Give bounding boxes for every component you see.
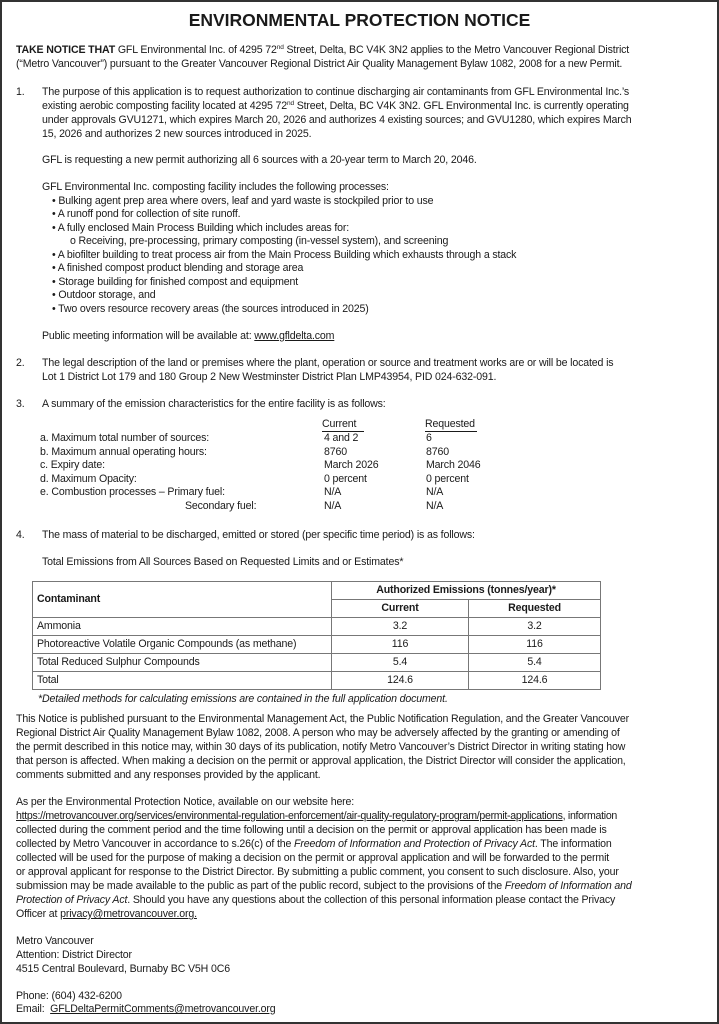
cell-requested: 116 <box>469 636 601 654</box>
process-item: • A biofilter building to treat process air from the Main Process Building which exhausts through a stack <box>52 249 517 261</box>
privacy-line-4: collected by Metro Vancouver in accordance to s.26(c) of the Freedom of Information and Protection of Privacy Act. The information <box>16 838 612 850</box>
col-header-contaminant: Contaminant <box>33 582 332 618</box>
summary-row-requested: N/A <box>426 500 444 512</box>
summary-row-current: 4 and 2 <box>324 432 359 444</box>
summary-row-requested: 6 <box>426 432 432 444</box>
section-1-number: 1. <box>16 86 25 98</box>
privacy-line-1: As per the Environmental Protection Notice, available on our website here: <box>16 796 355 808</box>
col-header-requested: Requested <box>469 600 601 618</box>
comments-email-link[interactable]: GFLDeltaPermitComments@metrovancouver.org <box>50 1003 276 1015</box>
section-3-intro: A summary of the emission characteristics for the entire facility is as follows: <box>42 398 386 410</box>
summary-row-current: N/A <box>324 486 342 498</box>
privacy-line-6: or approval applicant for response to the District Director. By submitting a public comment, you consent to such disclosure. Also, your <box>16 866 619 878</box>
section-3-number: 3. <box>16 398 25 410</box>
cell-current: 116 <box>332 636 469 654</box>
cell-current: 5.4 <box>332 654 469 672</box>
table-row <box>33 654 601 672</box>
cell-current: 3.2 <box>332 618 469 636</box>
cell-current: 124.6 <box>332 672 469 690</box>
process-item: • Bulking agent prep area where overs, leaf and yard waste is stockpiled prior to use <box>52 195 434 207</box>
cell-contaminant: Total <box>33 672 332 690</box>
publication-line: the permit described in this notice may, within 30 days of its publication, notify Metro Vancouver’s District Director in writing stating how <box>16 741 626 753</box>
section-4-number: 4. <box>16 529 25 541</box>
summary-row-label: Secondary fuel: <box>185 500 257 512</box>
process-item: • Storage building for finished compost and equipment <box>52 276 299 288</box>
col-header-authorized-emissions: Authorized Emissions (tonnes/year)* <box>332 582 601 600</box>
section-1-line-1: The purpose of this application is to request authorization to continue discharging air contaminants from GFL Environmental Inc.’s <box>42 86 630 98</box>
gfldelta-link[interactable]: www.gfldelta.com <box>254 330 335 342</box>
table-row <box>33 618 601 636</box>
summary-row-current: 0 percent <box>324 473 367 485</box>
summary-row-current: March 2026 <box>324 459 379 471</box>
privacy-email-link[interactable]: privacy@metrovancouver.org. <box>60 908 197 920</box>
summary-row-label: b. Maximum annual operating hours: <box>40 446 207 458</box>
section-4-intro: The mass of material to be discharged, emitted or stored (per specific time period) is as follows: <box>42 529 475 541</box>
privacy-line-5: collected will be used for the purpose of making a decision on the permit or approval application and will be forwarded to the permit <box>16 852 610 864</box>
section-2-line-2: Lot 1 District Lot 179 and 180 Group 2 New Westminster District Plan LMP43954, PID 024-632-091. <box>42 371 497 383</box>
intro-line-1: TAKE NOTICE THAT GFL Environmental Inc. of 4295 72nd Street, Delta, BC V4K 3N2 applies to the Metro Vancouver Regional District <box>16 44 630 56</box>
cell-contaminant: Ammonia <box>33 618 332 636</box>
section-1-line-2: existing aerobic composting facility located at 4295 72nd Street, Delta, BC V4K 3N2. GFL Environmental Inc. is currently operating <box>42 100 629 112</box>
privacy-line-9: Officer at privacy@metrovancouver.org. <box>16 908 197 920</box>
table-row <box>33 672 601 690</box>
summary-header-current: Current <box>322 418 364 431</box>
section-2-number: 2. <box>16 357 25 369</box>
intro-lead: TAKE NOTICE THAT <box>16 44 116 56</box>
section-1-line-4: 15, 2026 and authorizes 2 new sources introduced in 2025. <box>42 128 312 140</box>
section-1-request: GFL is requesting a new permit authorizing all 6 sources with a 20-year term to March 20, 2046. <box>42 154 477 166</box>
intro-line-2: (“Metro Vancouver”) pursuant to the Greater Vancouver Regional District Air Quality Management Bylaw 1082, 2008 for a new Permit. <box>16 58 623 70</box>
privacy-line-2: https://metrovancouver.org/services/environmental-regulation-enforcement/air-quality-regulatory-program/permit-applications, information <box>16 810 618 822</box>
process-item: • A finished compost product blending and storage area <box>52 262 304 274</box>
summary-row-label: e. Combustion processes – Primary fuel: <box>40 486 225 498</box>
summary-row-current: N/A <box>324 500 342 512</box>
cell-contaminant: Total Reduced Sulphur Compounds <box>33 654 332 672</box>
contact-email: Email: GFLDeltaPermitComments@metrovancouver.org <box>16 1003 276 1015</box>
summary-row-current: 8760 <box>324 446 347 458</box>
emissions-table <box>32 581 601 690</box>
publication-line: This Notice is published pursuant to the Environmental Management Act, the Public Notification Regulation, and the Greater Vancouver <box>16 713 630 725</box>
contact-attention: Attention: District Director <box>16 949 132 961</box>
publication-line: that person is affected. When making a decision on the permit or approval application, the District Director will consider the application, <box>16 755 626 767</box>
summary-row-label: c. Expiry date: <box>40 459 105 471</box>
table-row <box>33 636 601 654</box>
section-2-line-1: The legal description of the land or premises where the plant, operation or source and treatment works are or will be located is <box>42 357 614 369</box>
privacy-line-7: submission may be made available to the public as part of the public record, subject to the provisions of the Freedom of Information and <box>16 880 632 892</box>
summary-row-requested: March 2046 <box>426 459 481 471</box>
col-header-current: Current <box>332 600 469 618</box>
summary-row-requested: 0 percent <box>426 473 469 485</box>
contact-org: Metro Vancouver <box>16 935 94 947</box>
publication-line: Regional District Air Quality Management Bylaw 1082, 2008. A person who may be adversely affected by the granting or amending of <box>16 727 620 739</box>
public-meeting-info: Public meeting information will be available at: www.gfldelta.com <box>42 330 335 342</box>
summary-row-requested: N/A <box>426 486 444 498</box>
processes-intro: GFL Environmental Inc. composting facility includes the following processes: <box>42 181 389 193</box>
summary-row-label: d. Maximum Opacity: <box>40 473 137 485</box>
summary-row-label: a. Maximum total number of sources: <box>40 432 210 444</box>
process-item: • Outdoor storage, and <box>52 289 156 301</box>
process-item: • A fully enclosed Main Process Building which includes areas for: <box>52 222 350 234</box>
publication-line: comments submitted and any responses provided by the applicant. <box>16 769 321 781</box>
contact-address: 4515 Central Boulevard, Burnaby BC V5H 0C6 <box>16 963 230 975</box>
privacy-line-8: Protection of Privacy Act. Should you have any questions about the collection of this personal information please contact the Privacy <box>16 894 616 906</box>
emissions-footnote: *Detailed methods for calculating emissions are contained in the full application document. <box>38 693 448 705</box>
cell-requested: 124.6 <box>469 672 601 690</box>
notice-title: ENVIRONMENTAL PROTECTION NOTICE <box>188 10 531 30</box>
process-item: • A runoff pond for collection of site runoff. <box>52 208 241 220</box>
process-item: • Two overs resource recovery areas (the sources introduced in 2025) <box>52 303 369 315</box>
cell-contaminant: Photoreactive Volatile Organic Compounds (as methane) <box>33 636 332 654</box>
privacy-line-3: collected during the comment period and the time following until a decision on the permit or approval application has been made is <box>16 824 607 836</box>
section-1-line-3: under approvals GVU1271, which expires March 20, 2026 and authorizes 4 existing sources; and GVU1280, which expires March <box>42 114 632 126</box>
contact-phone: Phone: (604) 432-6200 <box>16 990 122 1002</box>
summary-header-requested: Requested <box>425 418 475 430</box>
cell-requested: 3.2 <box>469 618 601 636</box>
emissions-table-caption: Total Emissions from All Sources Based on Requested Limits and or Estimates* <box>42 556 404 568</box>
summary-row-requested: 8760 <box>426 446 449 458</box>
cell-requested: 5.4 <box>469 654 601 672</box>
process-subitem: o Receiving, pre-processing, primary composting (in-vessel system), and screening <box>70 235 449 247</box>
permit-applications-link[interactable]: https://metrovancouver.org/services/environmental-regulation-enforcement/air-quality-regulatory-program/permit-applications <box>16 810 563 822</box>
